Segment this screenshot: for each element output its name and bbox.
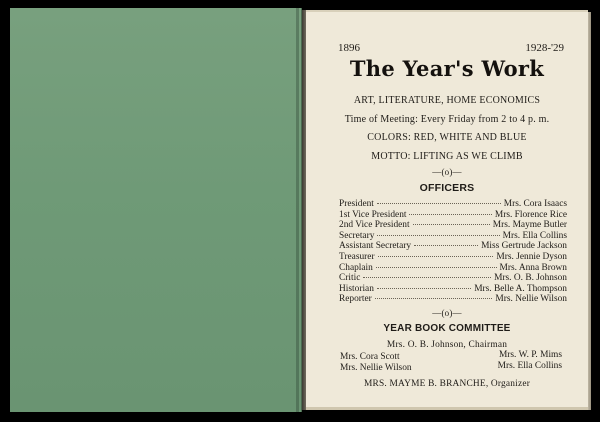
officer-name: Mrs. Belle A. Thompson [474,283,567,294]
officer-name: Mrs. O. B. Johnson [494,273,567,284]
officer-row [339,273,567,284]
officer-row [339,263,567,274]
officer-name: Miss Gertrude Jackson [481,241,567,252]
dot-leader [378,256,494,257]
officers-list [339,199,567,305]
green-inside-cover [10,8,302,412]
dot-leader [413,224,490,225]
officer-title: Critic [339,273,361,284]
committee-member: Mrs. W. P. Mims [498,350,562,360]
right-page [306,10,588,410]
founded-year: 1896 [338,42,360,54]
officer-name: Mrs. Ella Collins [502,230,567,241]
officer-row [339,241,567,252]
officer-title: Secretary [339,230,375,241]
committee-chair: Mrs. O. B. Johnson, Chairman [386,340,508,350]
season-year: 1928-'29 [525,42,564,54]
officer-title: Treasurer [339,251,375,262]
officer-name: Mrs. Anna Brown [499,262,567,273]
officer-title: 1st Vice President [339,209,407,220]
dot-leader [414,245,478,246]
officer-name: Mrs. Florence Rice [494,209,567,220]
officer-row [339,284,567,295]
dot-leader [363,277,491,278]
officer-name: Mrs. Cora Isaacs [503,199,567,209]
officer-row [339,252,567,263]
meeting-time-line: Time of Meeting: Every Friday from 2 to 4 p. m. [344,114,550,125]
officers-heading: OFFICERS [419,182,475,194]
subjects-line: ART, LITERATURE, HOME ECONOMICS [353,95,541,106]
officer-name: Mrs. Nellie Wilson [495,294,567,305]
section-divider: —(o)— [432,167,462,177]
dot-leader [375,298,493,299]
dot-leader [377,203,501,204]
dot-leader [377,235,499,236]
officer-name: Mrs. Mayme Butler [492,220,567,231]
officer-row [339,231,567,242]
officer-title: President [339,199,374,209]
officer-title: Assistant Secretary [339,241,412,252]
officer-title: 2nd Vice President [339,220,410,231]
committee-heading: YEAR BOOK COMMITTEE [383,323,511,334]
committee-member: Mrs. Cora Scott [340,352,400,362]
officer-row [339,199,567,210]
officer-name: Mrs. Jennie Dyson [496,251,567,262]
page-title: The Year's Work [349,56,545,81]
organizer-line: MRS. MAYME B. BRANCHE, Organizer [363,379,531,389]
officer-row [339,220,567,231]
committee-member: Mrs. Ella Collins [497,361,562,371]
officer-title: Reporter [339,294,372,305]
dot-leader [409,214,491,215]
officer-row [339,210,567,221]
officer-row [339,294,567,305]
officer-title: Chaplain [339,262,373,273]
colors-line: COLORS: RED, WHITE AND BLUE [367,132,527,143]
dot-leader [376,267,497,268]
motto-line: MOTTO: LIFTING AS WE CLIMB [371,151,523,162]
committee-member: Mrs. Nellie Wilson [340,363,412,373]
dot-leader [377,288,471,289]
section-divider: —(o)— [432,308,462,318]
officer-title: Historian [339,283,374,294]
